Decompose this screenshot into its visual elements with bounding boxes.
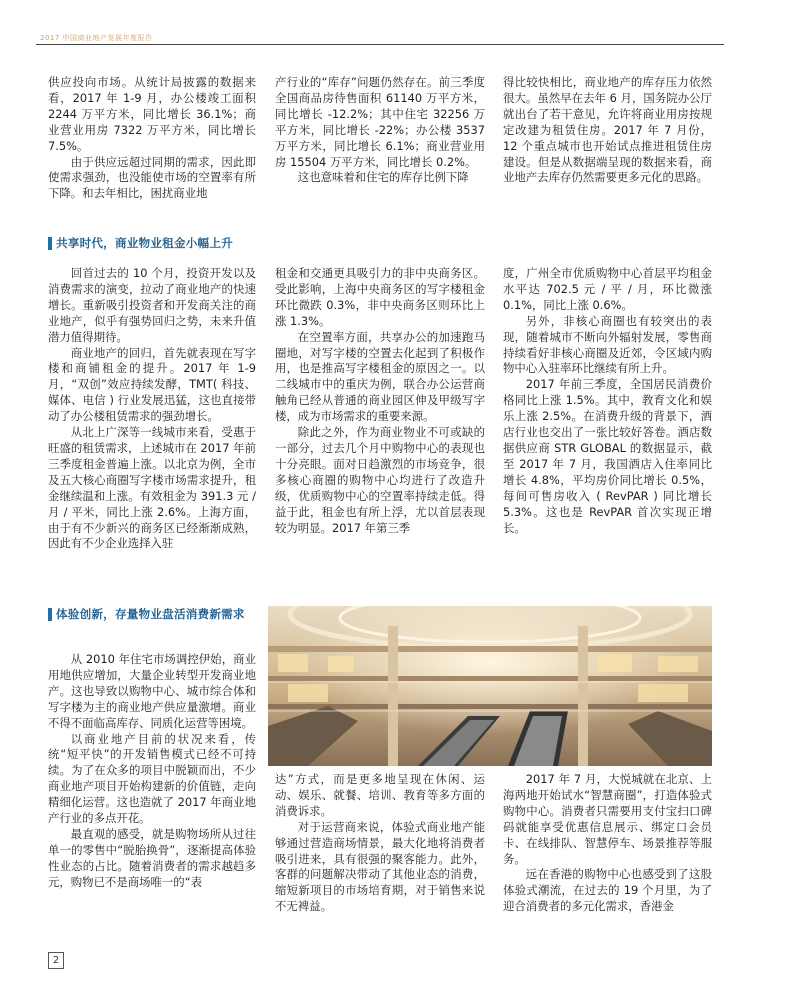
paragraph: 度，广州全市优质购物中心首层平均租金水平达 702.5 元 / 平 / 月，环比微涨 0.1%，同比上涨 0.6%。 — [503, 266, 712, 312]
paragraph: 供应投向市场。从统计局披露的数据来看，2017 年 1-9 月，办公楼竣工面积 2244 万平方米，同比增长 36.1%；商业营业用房 7322 万平方米，同比增长 7.5%。 — [48, 75, 256, 153]
s3-col1 — [48, 652, 256, 932]
paragraph: 在空置率方面，共享办公的加速跑马圈地，对写字楼的空置去化起到了积极作用，也是推高写字楼租金的原因之一。以二线城市中的重庆为例，联合办公运营商触角已经从普通的商业园区伸及甲级写字楼，成为市场需求的重要来源。 — [275, 329, 485, 424]
paragraph: 2017 年 7 月，大悦城就在北京、上海两地开始试水“智慧商圈”，打造体验式购物中心。消费者只需要用支付宝扫口碑码就能享受优惠信息展示、绑定口会员卡、在线排队、智慧停车、场景推荐等服务。 — [503, 772, 712, 866]
paragraph: 商业地产的回归，首先就表现在写字楼和商铺租金的提升。2017 年 1-9 月，“双创”效应持续发酵，TMT( 科技、媒体、电信 ) 行业发展迅猛，这也直接带动了办公楼租赁需求的强劲增长。 — [48, 345, 256, 424]
section-heading-shared-era — [48, 235, 233, 251]
mall-atrium-photo — [268, 606, 712, 766]
s1-col1 — [48, 75, 256, 211]
paragraph: 最直观的感受，就是购物场所从过往单一的零售中“脱胎换骨”，逐渐提高体验性业态的占比。随着消费者的需求越趋多元，购物已不是商场唯一的“表 — [48, 826, 256, 889]
paragraph: 由于供应远超过同期的需求，因此即使需求强劲，也没能使市场的空置率有所下降。和去年相比，困扰商业地 — [48, 154, 256, 201]
paragraph: 远在香港的购物中心也感受到了这股体验式潮流，在过去的 19 个月里，为了迎合消费者的多元化需求，香港金 — [503, 867, 712, 914]
running-header: 2017 中国商业地产发展年度报告 — [40, 34, 153, 42]
s3-col3 — [503, 772, 712, 932]
s2-col2 — [275, 266, 485, 586]
paragraph: 另外，非核心商圈也有较突出的表现，随着城市不断向外辐射发展，零售商持续看好非核心商圈及近郊，令区域内购物中心入驻率环比继续有所上升。 — [503, 313, 712, 376]
paragraph: 这也意味着和住宅的库存比例下降 — [297, 170, 469, 185]
s1-col3 — [503, 75, 712, 211]
paragraph: 达”方式，而是更多地呈现在休闲、运动、娱乐、就餐、培训、教育等多方面的消费诉求。 — [275, 772, 485, 818]
page-number: 2 — [48, 952, 64, 969]
section-heading-experience — [48, 606, 245, 622]
s2-col1 — [48, 266, 256, 586]
heading-marker-icon — [48, 237, 52, 250]
heading-marker-icon — [48, 608, 52, 621]
paragraph: 从 2010 年住宅市场调控伊始，商业用地供应增加，大量企业转型开发商业地产。这也导致以购物中心、城市综合体和写字楼为主的商业地产供应量激增。商业不得不面临高库存、同质化运营等困境。 — [48, 652, 256, 730]
paragraph: 除此之外，作为商业物业不可或缺的一部分，过去几个月中购物中心的表现也十分亮眼。面对日趋激烈的市场竞争，很多核心商圈的购物中心均进行了改造升级，优质购物中心的空置率持续走低。得益于此，租金也有所上浮，尤以首层表现较为明显。2017 年第三季 — [275, 425, 485, 535]
header-rule — [36, 44, 724, 45]
s2-col3 — [503, 266, 712, 586]
section-heading-text: 共享时代，商业物业租金小幅上升 — [56, 236, 233, 250]
paragraph: 从北上广深等一线城市来看，受惠于旺盛的租赁需求，上述城市在 2017 年前三季度租金普遍上涨。以北京为例，全市及五大核心商圈写字楼市场需求提升，租金继续温和上涨。有效租金为 391.3 元 / 月 / 平米，同比上涨 2.6%。上海方面，由于有不少新兴的商务区已经渐渐成熟，因此有不少企业选择入驻 — [48, 425, 256, 551]
paragraph: 2017 年前三季度，全国居民消费价格同比上涨 1.5%。其中，教育文化和娱乐上涨 2.5%。在消费升级的背景下，酒店行业也交出了一张比较好答卷。酒店数据供应商 STR GLOBAL 的数据显示，截至 2017 年 7 月，我国酒店入住率同比增长 4.8%，平均房价同比增长 0.5%，每间可售房收入 ( RevPAR ) 同比增长 5.3%。这也是 RevPAR 首次实现正增长。 — [503, 377, 712, 535]
s3-col2 — [275, 772, 485, 932]
paragraph: 回首过去的 10 个月，投资开发以及消费需求的演变，拉动了商业地产的快速增长。重新吸引投资者和开发商关注的商业地产，似乎有强势回归之势，未来升值潜力值得期待。 — [48, 266, 256, 344]
mall-escalator-image — [268, 606, 712, 766]
paragraph: 产行业的“库存”问题仍然存在。前三季度全国商品房待售面积 61140 万平方米，同比增长 -12.2%；其中住宅 32256 万平方米，同比增长 -22%；办公楼 3537 万平方米，同比增长 6.1%；商业营业用房 15504 万平方米，同比增长 0.2%。 — [275, 75, 485, 169]
s1-col2 — [275, 75, 485, 211]
paragraph: 以商业地产目前的状况来看，传统“短平快”的开发销售模式已经不可持续。为了在众多的项目中脱颖而出，不少商业地产项目开始构建新的价值链，走向精细化运营。这也造就了 2017 年商业地产行业的多点开花。 — [48, 731, 256, 826]
paragraph: 对于运营商来说，体验式商业地产能够通过营造商场情景，最大化地将消费者吸引进来，具有很强的聚客能力。此外，客群的问题解决带动了其他业态的消费，缩短新项目的市场培育期，对于销售来说不无裨益。 — [275, 819, 485, 914]
section-heading-text: 体验创新，存量物业盘活消费新需求 — [56, 607, 245, 621]
paragraph: 租金和交通更具吸引力的非中央商务区。受此影响，上海中央商务区的写字楼租金环比微跌 0.3%，非中央商务区则环比上涨 1.3%。 — [275, 266, 485, 328]
paragraph: 得比较快相比，商业地产的库存压力依然很大。虽然早在去年 6 月，国务院办公厅就出台了若干意见，允许将商业用房按规定改建为租赁住房。2017 年 7 月份，12 个重点城市也开始试点推进租赁住房建设。但是从数据端呈现的数据来看，商业地产去库存仍然需要更多元化的思路。 — [503, 75, 712, 185]
